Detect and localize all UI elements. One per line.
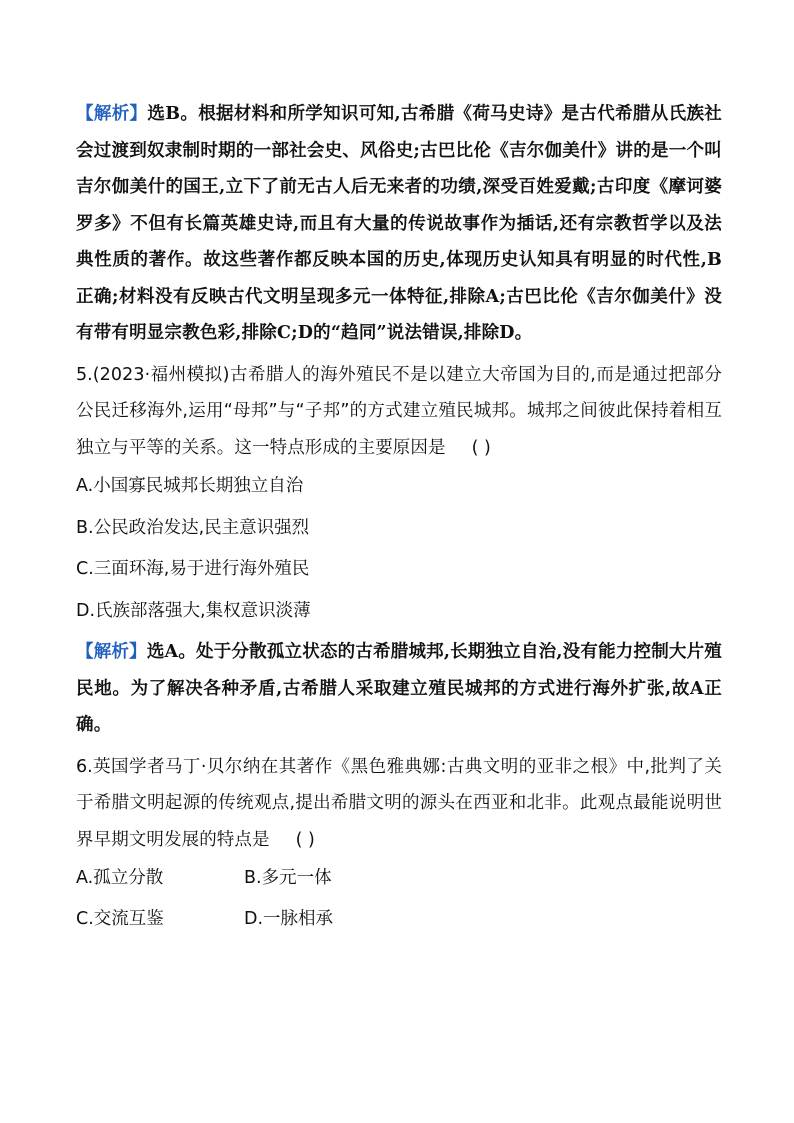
question-number: 6. bbox=[76, 756, 93, 777]
answer-blank: ( ) bbox=[295, 829, 315, 850]
q5-analysis bbox=[76, 634, 722, 744]
analysis-text: 选A。处于分散孤立状态的古希腊城邦,长期独立自治,没有能力控制大片殖民地。为了解决各种矛盾,古希腊人采取建立殖民城邦的方式进行海外扩张,故A正确。 bbox=[76, 642, 723, 735]
analysis-text: 选B。根据材料和所学知识可知,古希腊《荷马史诗》是古代希腊从氏族社会过渡到奴隶制时期的一部社会史、风俗史;古巴比伦《吉尔伽美什》讲的是一个叫吉尔伽美什的国王,立下了前无古人后无来者的功绩,深受百姓爱戴;古印度《摩诃婆罗多》不但有长篇英雄史诗,而且有大量的传说故事作为插话,还有宗教哲学以及法典性质的著作。故这些著作都反映本国的历史,体现历史认知具有明显的时代性,B正确;材料没有反映古代文明呈现多元一体特征,排除A;古巴比伦《吉尔伽美什》没有带有明显宗教色彩,排除C;D的“趋同”说法错误,排除D。 bbox=[76, 104, 722, 343]
analysis-tag: 【解析】 bbox=[76, 642, 147, 662]
options-row-1 bbox=[76, 868, 722, 909]
option-a: A.孤立分散 bbox=[76, 868, 164, 888]
option-c: C.交流互鉴 bbox=[76, 909, 164, 929]
option-a: A.小国寡民城邦长期独立自治 bbox=[76, 476, 304, 496]
question-text: (2023·福州模拟)古希腊人的海外殖民不是以建立大帝国为目的,而是通过把部分公民迁移海外,运用“母邦”与“子邦”的方式建立殖民城邦。城邦之间彼此保持着相互独立与平等的关系。这一特点形成的主要原因是 bbox=[76, 364, 722, 458]
option-d: D.氏族部落强大,集权意识淡薄 bbox=[76, 600, 311, 621]
option-b: B.公民政治发达,民主意识强烈 bbox=[76, 517, 310, 538]
q4-analysis bbox=[76, 96, 722, 352]
question-text: 英国学者马丁·贝尔纳在其著作《黑色雅典娜:古典文明的亚非之根》中,批判了关于希腊文明起源的传统观点,提出希腊文明的源头在西亚和北非。此观点最能说明世界早期文明发展的特点是 bbox=[76, 756, 722, 850]
options-row-2 bbox=[76, 909, 722, 950]
option-c: C.三面环海,易于进行海外殖民 bbox=[76, 559, 310, 579]
option-d: D.一脉相承 bbox=[244, 909, 334, 929]
question-6-stem bbox=[76, 749, 722, 859]
answer-blank: ( ) bbox=[471, 437, 491, 458]
question-5-stem bbox=[76, 357, 722, 467]
question-number: 5. bbox=[76, 364, 93, 385]
document-page bbox=[76, 96, 722, 950]
option-b: B.多元一体 bbox=[244, 868, 332, 888]
analysis-tag: 【解析】 bbox=[76, 104, 148, 124]
